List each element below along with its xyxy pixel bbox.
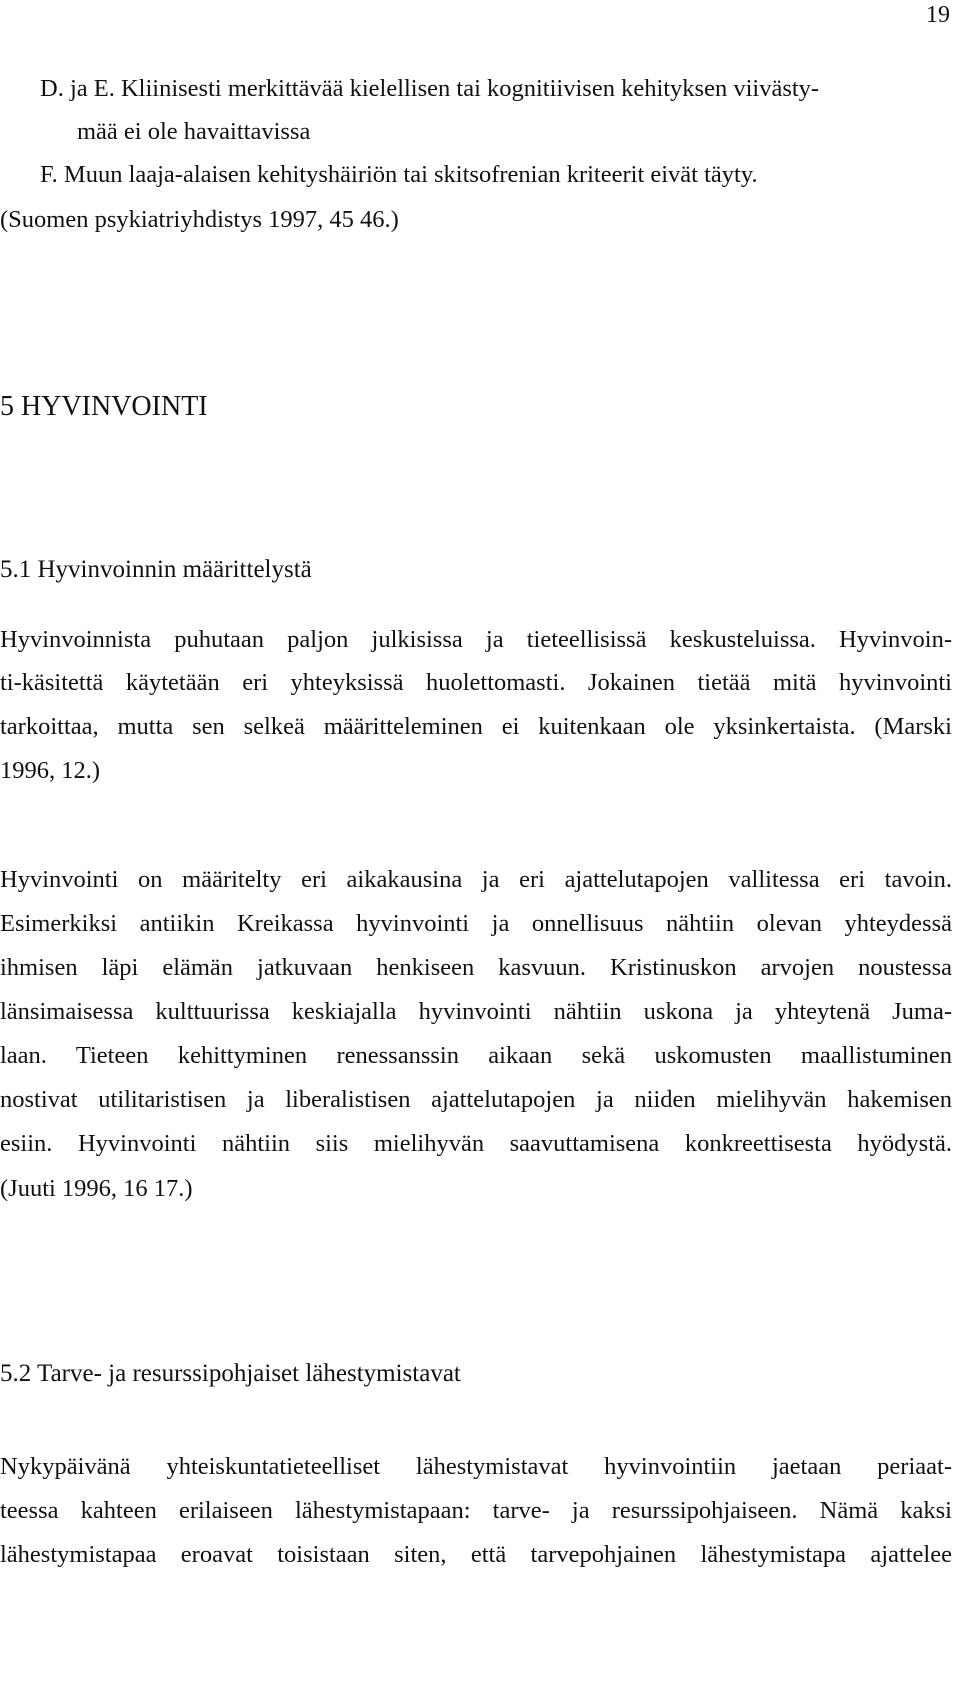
- list-item-d-e: D. ja E. Kliinisesti merkittävää kielellisen tai kognitiivisen kehityksen viivästy-: [40, 75, 820, 102]
- paragraph-line: Esimerkiksi antiikin Kreikassa hyvinvointi ja onnellisuus nähtiin olevan yhteydessä: [0, 910, 952, 937]
- section-heading: 5.2 Tarve- ja resurssipohjaiset lähestymistavat: [0, 1360, 461, 1387]
- paragraph-line: länsimaisessa kulttuurissa keskiajalla hyvinvointi nähtiin uskona ja yhteytenä Juma-: [0, 998, 952, 1025]
- paragraph-line: laan. Tieteen kehittyminen renessanssin aikaan sekä uskomusten maallistuminen: [0, 1042, 952, 1069]
- paragraph-line: ihmisen läpi elämän jatkuvaan henkiseen kasvuun. Kristinuskon arvojen noustessa: [0, 954, 952, 981]
- paragraph-line: esiin. Hyvinvointi nähtiin siis mielihyvän saavuttamisena konkreettisesta hyödystä.: [0, 1130, 952, 1157]
- paragraph-line: (Juuti 1996, 16 17.): [0, 1175, 193, 1202]
- paragraph-line: ti-käsitettä käytetään eri yhteyksissä huolettomasti. Jokainen tietää mitä hyvinvointi: [0, 669, 952, 696]
- paragraph-line: tarkoittaa, mutta sen selkeä määritteleminen ei kuitenkaan ole yksinkertaista. (Marski: [0, 713, 952, 740]
- chapter-heading: 5 HYVINVOINTI: [0, 391, 208, 422]
- paragraph-line: Hyvinvointi on määritelty eri aikakausina ja eri ajattelutapojen vallitessa eri tavoin.: [0, 866, 952, 893]
- section-heading: 5.1 Hyvinvoinnin määrittelystä: [0, 556, 312, 583]
- list-item-d-e-continuation: mää ei ole havaittavissa: [77, 118, 311, 145]
- paragraph-line: lähestymistapaa eroavat toisistaan siten, että tarvepohjainen lähestymistapa ajattelee: [0, 1541, 952, 1568]
- paragraph-line: 1996, 12.): [0, 757, 101, 784]
- page-number: 19: [926, 2, 950, 28]
- paragraph-line: Nykypäivänä yhteiskuntatieteelliset lähestymistavat hyvinvointiin jaetaan periaat-: [0, 1453, 952, 1480]
- list-citation: (Suomen psykiatriyhdistys 1997, 45 46.): [0, 206, 399, 233]
- list-item-f: F. Muun laaja-alaisen kehityshäiriön tai skitsofrenian kriteerit eivät täyty.: [40, 161, 758, 188]
- paragraph-line: teessa kahteen erilaiseen lähestymistapaan: tarve- ja resurssipohjaiseen. Nämä kaksi: [0, 1497, 952, 1524]
- paragraph-line: nostivat utilitaristisen ja liberalistisen ajattelutapojen ja niiden mielihyvän hakemisen: [0, 1086, 952, 1113]
- paragraph-line: Hyvinvoinnista puhutaan paljon julkisissa ja tieteellisissä keskusteluissa. Hyvinvoin-: [0, 626, 952, 653]
